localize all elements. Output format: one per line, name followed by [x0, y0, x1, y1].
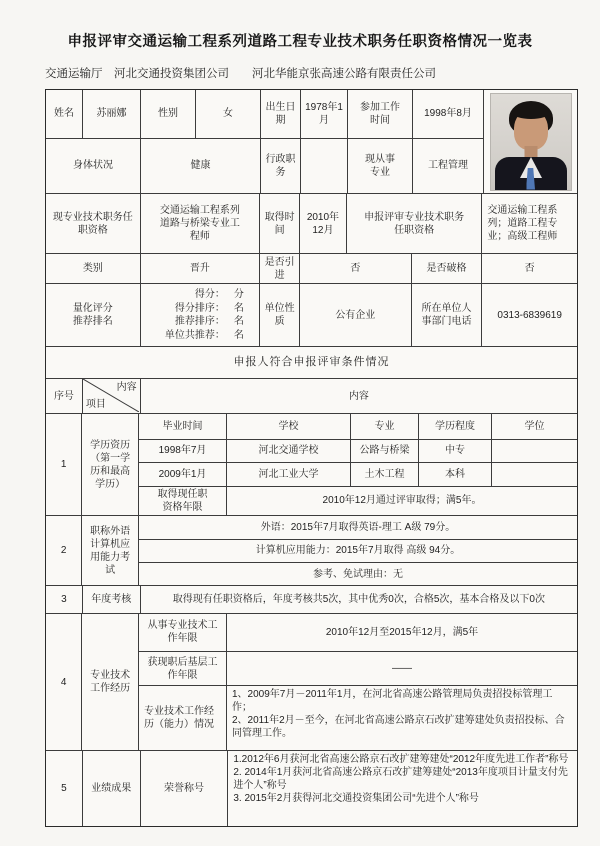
section-assessment [46, 586, 577, 614]
issuing-organizations: 交通运输厅 河北交通投资集团公司 河北华能京张高速公路有限责任公司 [45, 68, 436, 80]
section3-label: 年度考核 [83, 586, 141, 613]
quant-line: 单位共推荐： 名 [164, 329, 244, 341]
quant-line: 得分： 分 [194, 289, 244, 300]
quant-score-cell [141, 284, 261, 346]
edu-row-2 [139, 463, 577, 487]
name-value: 苏丽娜 [83, 90, 141, 138]
quant-score-lines [147, 288, 253, 342]
gender-value: 女 [196, 90, 261, 138]
edu-h-school: 学校 [227, 414, 351, 439]
quant-label: 量化评分推荐排名 [46, 284, 141, 346]
edu-h-major: 专业 [351, 414, 419, 439]
edu-tenure-row [139, 487, 577, 515]
honor-label: 荣誉称号 [141, 751, 229, 826]
content-header: 内容 [348, 390, 369, 402]
row-current-qualification [46, 194, 577, 254]
exp-base-row [139, 652, 577, 687]
exams-subtable [139, 516, 577, 585]
obtain-value: 2010年12月 [300, 194, 347, 253]
section2-no: 2 [46, 516, 82, 585]
exemption-value: 参考、免试理由：无 [313, 568, 403, 580]
exam-row-language [139, 516, 577, 540]
honor-value [228, 751, 577, 826]
category-label: 类别 [46, 254, 141, 283]
computer-exam-value: 计算机应用能力：2015年7月取得 高级 94分。 [255, 545, 461, 557]
exp-years-label: 从事专业技术工作年限 [139, 614, 227, 651]
exam-row-computer [139, 540, 577, 564]
basic-info-left [46, 90, 484, 193]
section5-label: 业绩成果 [83, 751, 141, 826]
exp-detail-value [227, 686, 577, 750]
id-photo [491, 94, 571, 190]
experience-subtable [139, 614, 577, 750]
exp-item: 1、2009年7月－2011年1月，在河北省高速公路管理局负责招投标管理工作； [232, 689, 553, 714]
row-health [46, 139, 484, 193]
row-quant-score [46, 284, 577, 347]
current-quali-value: 交通运输工程系列道路与桥梁专业工程师 [141, 194, 261, 253]
section1-label: 学历资历（第一学历和最高学历） [82, 414, 139, 515]
edu-header-row [139, 414, 577, 440]
admin-value [301, 139, 348, 193]
honor-items [233, 753, 572, 805]
edu1-degree [492, 440, 577, 463]
apply-label: 申报评审专业技术职务任职资格 [347, 194, 482, 253]
name-label: 姓名 [46, 90, 83, 138]
row-banner [46, 347, 577, 379]
unit-type-value: 公有企业 [300, 284, 412, 346]
tenure-value: 2010年12月通过评审取得；满5年。 [322, 495, 482, 507]
edu2-school: 河北工业大学 [227, 463, 351, 486]
edu-h-degree: 学位 [524, 420, 545, 432]
section2-label: 职称外语计算机应用能力考试 [82, 516, 139, 585]
hr-phone-label: 所在单位人事部门电话 [412, 284, 483, 346]
exp-detail-label: 专业技术工作经历（能力）情况 [139, 686, 227, 750]
photo-cell [484, 90, 577, 193]
unit-type-label: 单位性质 [260, 284, 300, 346]
seq-header: 序号 [46, 379, 83, 413]
birth-label: 出生日期 [261, 90, 301, 138]
honor-item: 1.2012年6月获河北省高速公路京石改扩建筹建处“2012年度先进工作者”称号 [233, 754, 569, 765]
exp-base-label: 获现职后基层工作年限 [139, 652, 227, 686]
exp-detail-items [232, 688, 572, 740]
edu1-major: 公路与桥梁 [351, 440, 419, 463]
edu2-grad-time: 2009年1月 [139, 463, 227, 486]
edu-h-level: 学历程度 [419, 414, 492, 439]
assessment-value: 取得现有任职资格后，年度考核共5次，其中优秀0次，合格5次，基本合格及以下0次 [172, 594, 545, 605]
health-label: 身体状况 [46, 139, 141, 193]
apply-value: 交通运输工程系列；道路工程专业；高级工程师 [487, 205, 558, 242]
edu2-degree [492, 463, 577, 486]
quant-line: 推荐排序： 名 [174, 316, 244, 327]
basic-info-block [46, 90, 577, 194]
diag-content-label: 内容 [116, 382, 137, 393]
section5-no: 5 [46, 751, 83, 826]
edu2-major: 土木工程 [351, 463, 419, 486]
quant-line: 得分排序： 名 [174, 302, 244, 314]
admin-label: 行政职务 [261, 139, 301, 193]
exp-detail-row [139, 686, 577, 750]
education-subtable [139, 414, 577, 515]
exp-years-row [139, 614, 577, 652]
hr-phone-value: 0313-6839619 [497, 309, 562, 321]
join-label: 参加工作时间 [348, 90, 413, 138]
row-grid-header [46, 379, 577, 414]
row-name [46, 90, 484, 139]
exp-base-value: —— [392, 663, 412, 675]
exception-label: 是否破格 [412, 254, 483, 283]
row-category [46, 254, 577, 284]
page-title: 申报评审交通运输工程系列道路工程专业技术职务任职资格情况一览表 [67, 34, 533, 50]
intro-value: 否 [300, 254, 412, 283]
section4-no: 4 [46, 614, 82, 750]
photo-fringe [513, 107, 549, 119]
edu1-grad-time: 1998年7月 [139, 440, 227, 463]
section-experience [46, 614, 577, 751]
edu-h-grad-time: 毕业时间 [139, 414, 227, 439]
join-value: 1998年8月 [413, 90, 484, 138]
conditions-banner: 申报人符合申报评审条件情况 [233, 356, 390, 368]
health-value: 健康 [141, 139, 261, 193]
major-label: 现从事专业 [348, 139, 413, 193]
diagonal-header-cell [83, 379, 141, 413]
exception-value: 否 [524, 263, 535, 274]
category-value: 晋升 [141, 254, 261, 283]
edu1-level: 中专 [419, 440, 492, 463]
honor-item: 3. 2015年2月获得河北交通投资集团公司“先进个人”称号 [233, 793, 479, 804]
major-value: 工程管理 [413, 139, 484, 193]
exam-row-exemption [139, 563, 577, 585]
honor-item: 2. 2014年1月获河北省高速公路京石改扩建筹建处“2013年度项目计量支付先进个人”称号 [233, 767, 568, 791]
birth-value: 1978年1月 [301, 90, 348, 138]
exp-years-value: 2010年12月至2015年12月，满5年 [325, 626, 479, 638]
section1-no: 1 [46, 414, 82, 515]
edu-row-1 [139, 440, 577, 464]
exp-item: 2、2011年2月－至今，在河北省高速公路京石改扩建筹建处负责招投标、合同管理工作。 [232, 715, 565, 740]
gender-label: 性别 [141, 90, 196, 138]
tenure-label: 取得现任职资格年限 [139, 487, 227, 515]
section-achievements [46, 751, 577, 826]
language-exam-value: 外语：2015年7月取得英语-理工 A级 79分。 [260, 521, 456, 533]
section-exams [46, 516, 577, 586]
diag-item-label: 项目 [85, 399, 106, 410]
obtain-label: 取得时间 [260, 194, 300, 253]
edu1-school: 河北交通学校 [227, 440, 351, 463]
section3-no: 3 [46, 586, 83, 613]
qualification-form-table [45, 89, 578, 827]
current-quali-label: 现专业技术职务任职资格 [46, 194, 141, 253]
intro-label: 是否引进 [260, 254, 300, 283]
section-education [46, 414, 577, 516]
section4-label: 专业技术工作经历 [82, 614, 139, 750]
edu2-level: 本科 [419, 463, 492, 486]
